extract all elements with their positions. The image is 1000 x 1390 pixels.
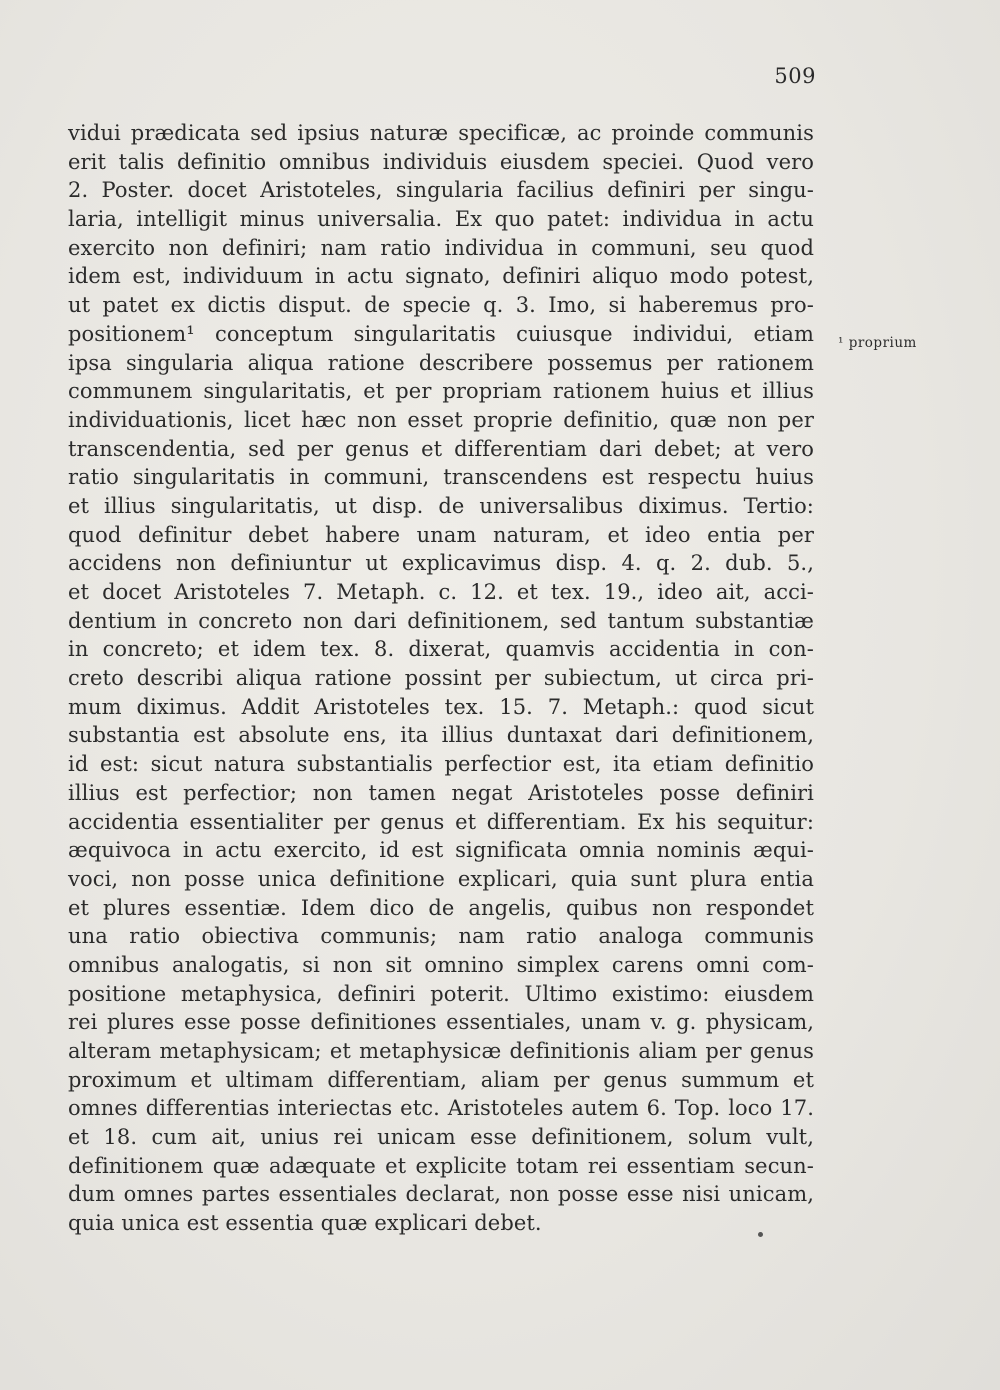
text-line: et illius singularitatis, ut disp. de universalibus diximus. Tertio: xyxy=(68,493,814,518)
body-text xyxy=(68,119,814,1238)
text-line: rei plures esse posse definitiones essentiales, unam v. g. physicam, xyxy=(68,1010,814,1035)
text-line: positione metaphysica, definiri poterit. Ultimo existimo: eiusdem xyxy=(68,981,814,1006)
text-line: una ratio obiectiva communis; nam ratio analoga communis xyxy=(68,924,814,949)
text-line: æquivoca in actu exercito, id est significata omnia nominis æqui- xyxy=(68,838,814,863)
text-line: mum diximus. Addit Aristoteles tex. 15. 7. Metaph.: quod sicut xyxy=(68,694,814,719)
text-line: illius est perfectior; non tamen negat Aristoteles posse definiri xyxy=(68,780,814,805)
text-line: dentium in concreto non dari definitionem, sed tantum substantiæ xyxy=(68,608,814,633)
text-line: erit talis definitio omnibus individuis eiusdem speciei. Quod vero xyxy=(68,149,814,174)
text-line: positionem¹ conceptum singularitatis cuiusque individui, etiam xyxy=(68,321,814,346)
text-line: quod definitur debet habere unam naturam, et ideo entia per xyxy=(68,522,814,547)
text-line: substantia est absolute ens, ita illius duntaxat dari definitionem, xyxy=(68,723,814,748)
text-line: omnes differentias interiectas etc. Aristoteles autem 6. Top. loco 17. xyxy=(68,1096,814,1121)
text-line: omnibus analogatis, si non sit omnino simplex carens omni com- xyxy=(68,952,814,977)
ink-speck xyxy=(758,1232,763,1237)
text-line: ipsa singularia aliqua ratione describere possemus per rationem xyxy=(68,350,814,375)
page-number: 509 xyxy=(774,64,816,88)
text-line: laria, intelligit minus universalia. Ex quo patet: individua in actu xyxy=(68,207,814,232)
text-line: ratio singularitatis in communi, transcendens est respectu huius xyxy=(68,465,814,490)
text-line: ut patet ex dictis disput. de specie q. 3. Imo, si haberemus pro- xyxy=(68,293,814,318)
text-line: definitionem quæ adæquate et explicite totam rei essentiam secun- xyxy=(68,1153,814,1178)
text-line: quia unica est essentia quæ explicari debet. xyxy=(68,1211,542,1236)
text-line: 2. Poster. docet Aristoteles, singularia facilius definiri per singu- xyxy=(68,178,814,203)
text-line: et plures essentiæ. Idem dico de angelis, quibus non respondet xyxy=(68,895,814,920)
text-line: individuationis, licet hæc non esset proprie definitio, quæ non per xyxy=(68,407,814,432)
text-line: creto describi aliqua ratione possint per subiectum, ut circa pri- xyxy=(68,666,814,691)
text-line: voci, non posse unica definitione explicari, quia sunt plura entia xyxy=(68,866,814,891)
text-line: id est: sicut natura substantialis perfectior est, ita etiam definitio xyxy=(68,752,814,777)
text-line: accidens non definiuntur ut explicavimus disp. 4. q. 2. dub. 5., xyxy=(68,551,814,576)
text-line: communem singularitatis, et per propriam rationem huius et illius xyxy=(68,379,814,404)
text-line: idem est, individuum in actu signato, definiri aliquo modo potest, xyxy=(68,264,814,289)
text-line: et docet Aristoteles 7. Metaph. c. 12. et tex. 19., ideo ait, acci- xyxy=(68,580,814,604)
text-line: transcendentia, sed per genus et differentiam dari debet; at vero xyxy=(68,436,814,461)
text-line: vidui prædicata sed ipsius naturæ specificæ, ac proinde communis xyxy=(68,121,814,145)
text-line: in concreto; et idem tex. 8. dixerat, quamvis accidentia in con- xyxy=(68,637,814,662)
text-line: dum omnes partes essentiales declarat, non posse esse nisi unicam, xyxy=(68,1182,814,1207)
text-line: et 18. cum ait, unius rei unicam esse definitionem, solum vult, xyxy=(68,1125,814,1150)
text-line: alteram metaphysicam; et metaphysicæ definitionis aliam per genus xyxy=(68,1039,814,1063)
margin-note: ¹ proprium xyxy=(838,335,917,351)
text-line: proximum et ultimam differentiam, aliam per genus summum et xyxy=(68,1067,814,1092)
text-line: accidentia essentialiter per genus et differentiam. Ex his sequitur: xyxy=(68,809,814,834)
text-line: exercito non definiri; nam ratio individua in communi, seu quod xyxy=(68,235,814,260)
